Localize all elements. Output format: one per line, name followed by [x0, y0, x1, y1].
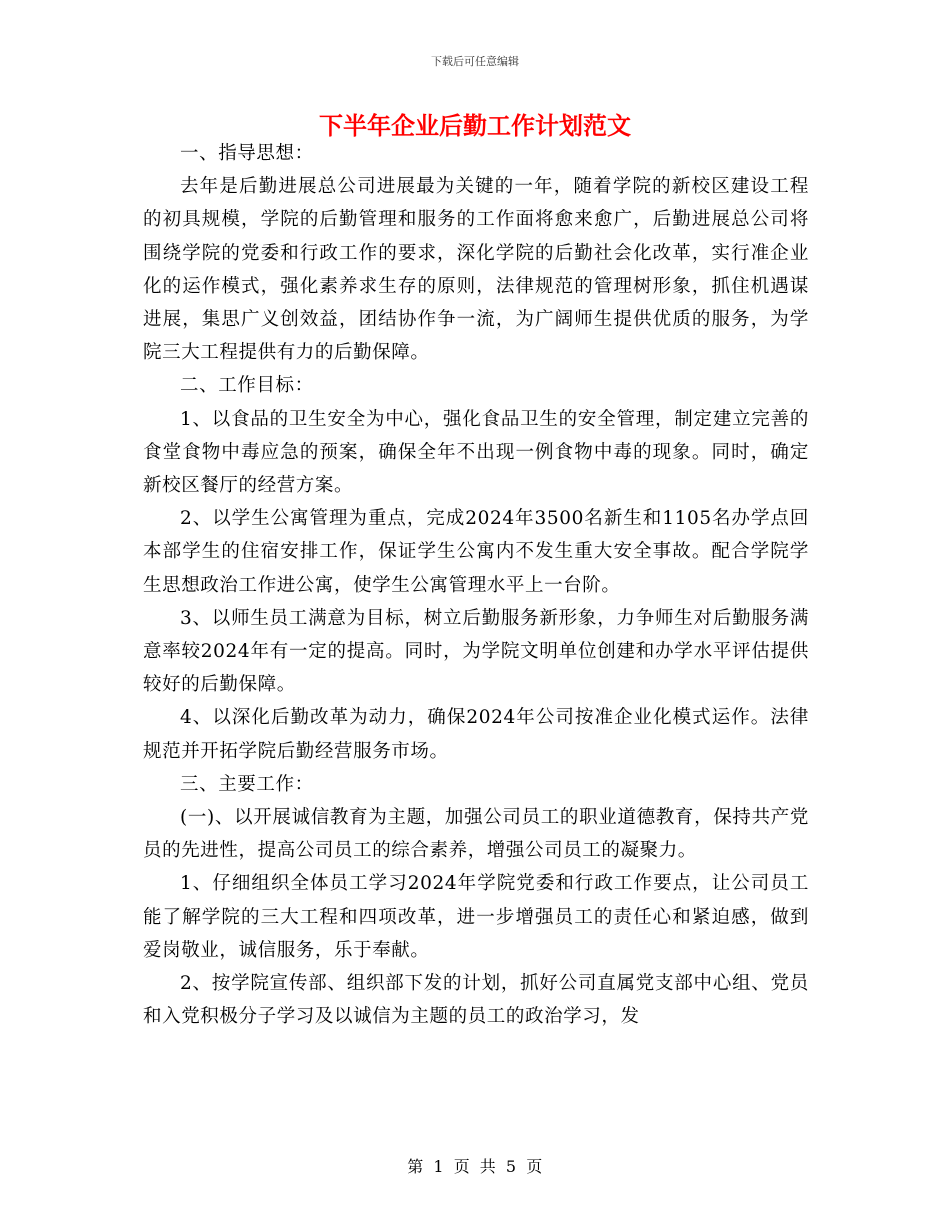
- section-heading-guiding-ideas: 一、指导思想：: [180, 143, 314, 164]
- header-note: 下载后可任意编辑: [431, 55, 519, 68]
- paragraph-background: 去年是后勤进展总公司进展最为关键的一年，随着学院的新校区建设工程的初具规模，学院的后勤管理和服务的工作面将愈来愈广，后勤进展总公司将围绕学院的党委和行政工作的要求，深化学院的后勤社会化改革，实行准企业化的运作模式，强化素养求生存的原则，法律规范的管理树形象，抓住机遇谋进展，集思广义创效益，团结协作争一流，为广阔师生提供优质的服务，为学院三大工程提供有力的后勤保障。: [143, 176, 809, 364]
- paragraph-goal-3: 3、以师生员工满意为目标，树立后勤服务新形象，力争师生对后勤服务满意率较2024年有一定的提高。同时，为学院文明单位创建和办学水平评估提供较好的后勤保障。: [143, 607, 809, 696]
- section-heading-work-goals: 二、工作目标：: [180, 375, 314, 397]
- document-title: 下半年企业后勤工作计划范文: [319, 111, 631, 140]
- paragraph-goal-2: 2、以学生公寓管理为重点，完成2024年3500名新生和1105名办学点回本部学生的住宿安排工作，保证学生公寓内不发生重大安全事故。配合学院学生思想政治工作进公寓，使学生公寓管理水平上一台阶。: [143, 508, 809, 596]
- paragraph-work-1: (一)、以开展诚信教育为主题，加强公司员工的职业道德教育，保持共产党员的先进性，提高公司员工的综合素养，增强公司员工的凝聚力。: [143, 807, 809, 862]
- footer-total-suffix: 页: [526, 1157, 543, 1176]
- page-footer: [0, 1154, 950, 1177]
- document-body: [143, 137, 809, 1033]
- paragraph-goal-1: 1、以食品的卫生安全为中心，强化食品卫生的安全管理，制定建立完善的食堂食物中毒应急的预案，确保全年不出现一例食物中毒的现象。同时，确定新校区餐厅的经营方案。: [143, 408, 809, 497]
- total-pages-number: 5: [505, 1157, 517, 1176]
- footer-total-prefix: 共: [479, 1157, 497, 1176]
- section-heading-main-work: 三、主要工作：: [180, 773, 314, 795]
- footer-page-label: 页: [453, 1157, 471, 1176]
- paragraph-goal-4: 4、以深化后勤改革为动力，确保2024年公司按准企业化模式运作。法律规范并开拓学院后勤经营服务市场。: [143, 707, 809, 762]
- current-page-number: 1: [433, 1157, 445, 1176]
- paragraph-work-1-item-1: 1、仔细组织全体员工学习2024年学院党委和行政工作要点，让公司员工能了解学院的三大工程和四项改革，进一步增强员工的责任心和紧迫感，做到爱岗敬业，诚信服务，乐于奉献。: [143, 873, 809, 961]
- footer-prefix: 第: [407, 1157, 424, 1176]
- paragraph-work-1-item-2: 2、按学院宣传部、组织部下发的计划，抓好公司直属党支部中心组、党员和入党积极分子学习及以诚信为主题的员工的政治学习，发: [143, 973, 809, 1028]
